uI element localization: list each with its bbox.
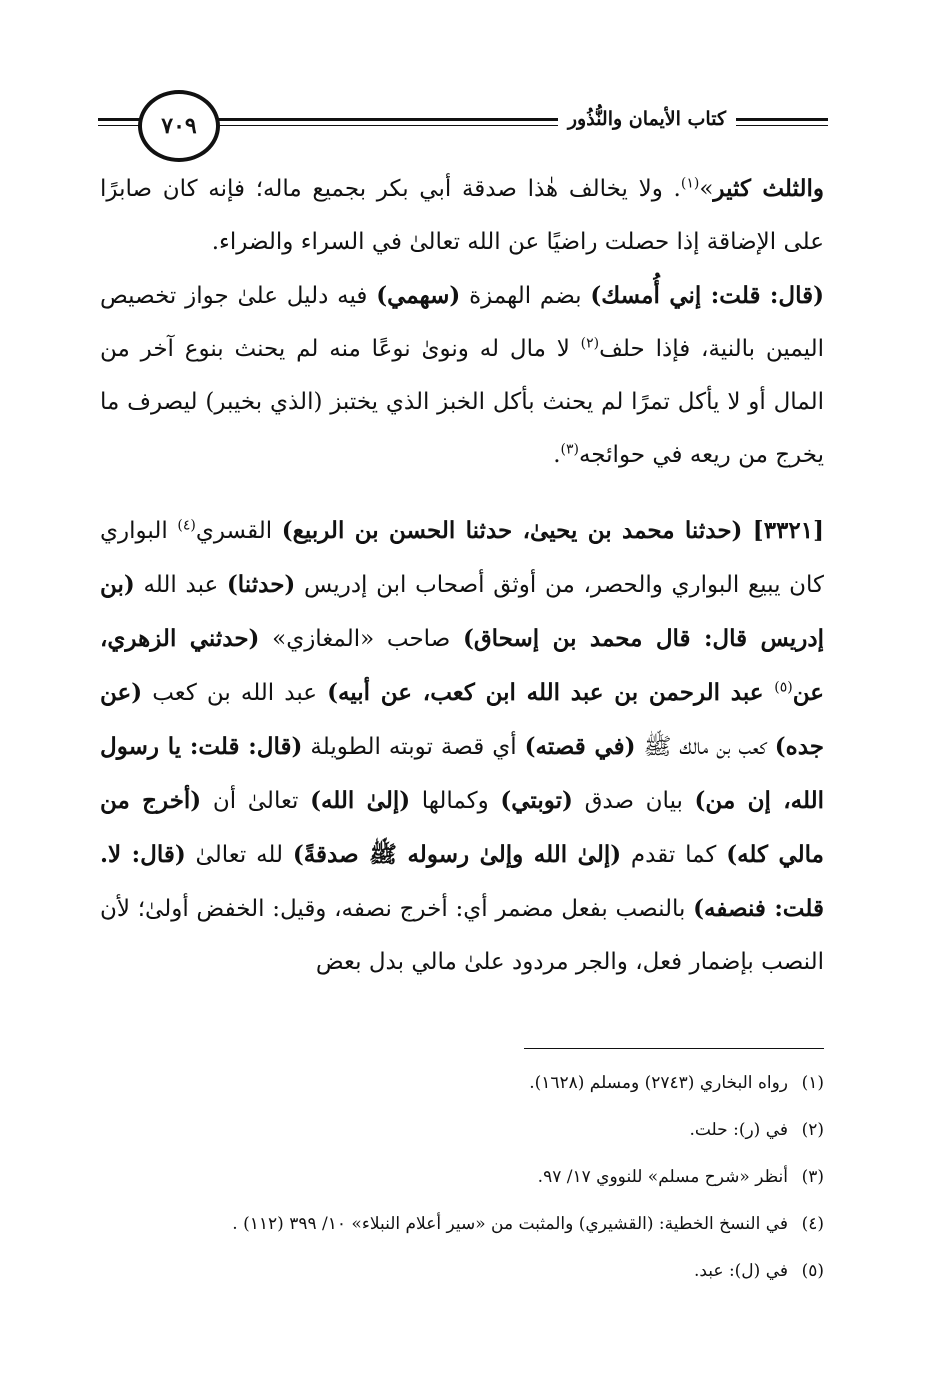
commentary-text: . ولا يخالف هٰذا صدقة أبي بكر بجميع ماله؛ فإنه كان صابرًا على الإضاقة إذا حصلت راضيًا عن الله تعالىٰ في السراء والضراء. <box>100 176 824 255</box>
commentary-text: لله تعالىٰ <box>185 842 293 868</box>
hadith-isnad: عبد الرحمن بن عبد الله ابن كعب، عن أبيه) <box>327 679 775 706</box>
hadith-isnad: [٣٣٢١] (حدثنا محمد بن يحيىٰ، حدثنا الحسن بن الربيع) <box>281 517 824 544</box>
hadith-text: (قال: لا. قلت: فنصفه) <box>100 841 824 922</box>
footnote-item <box>100 1154 824 1201</box>
paragraph-3 <box>100 504 824 989</box>
footnote-ref-3[interactable]: (٣) <box>560 441 579 458</box>
footnote-number: (٥) <box>801 1261 824 1281</box>
hadith-text: (في قصته) <box>524 733 636 760</box>
footnote-text: في (ل): عبد. <box>693 1261 788 1281</box>
commentary-text: بضم الهمزة <box>460 283 591 309</box>
commentary-text: . <box>553 442 561 468</box>
footnote-item <box>100 1107 824 1154</box>
header-ornament-dash <box>742 118 828 121</box>
commentary-text: أي قصة توبته الطويلة <box>302 734 525 760</box>
footnote-separator <box>524 1048 824 1049</box>
footnote-text: أنظر «شرح مسلم» للنووي ١٧/ ٩٧. <box>537 1167 788 1187</box>
commentary-text: كعب بن مالك ﷺ <box>635 734 775 760</box>
commentary-text: عبد الله بن كعب <box>142 680 328 706</box>
paragraph-2 <box>100 269 824 482</box>
commentary-text: بالنصب بفعل مضمر أي: أخرج نصفه، وقيل: الخفض أولىٰ؛ لأن النصب بإضمار فعل، والجر مردود علىٰ مالي بدل بعض <box>100 896 824 975</box>
footnote-number: (٤) <box>801 1214 824 1234</box>
footnote-number: (٣) <box>801 1167 824 1187</box>
commentary-text: صاحب «المغازي» <box>259 626 463 652</box>
paragraph-1 <box>100 162 824 269</box>
hadith-text: (إلىٰ الله) <box>310 787 411 814</box>
hadith-isnad: (حدثنا) <box>226 571 296 598</box>
hadith-text: (قال: قلت: إني أُمسك) <box>590 282 824 309</box>
commentary-text: وكمالها <box>410 788 501 814</box>
footnote-item <box>100 1248 824 1295</box>
hadith-text: (أخرج من مالي كله) <box>100 787 824 868</box>
footnote-item <box>100 1060 824 1107</box>
commentary-text: لا مال له ونوىٰ نوعًا منه لم يحنث بنوع آخر من المال أو لا يأكل تمرًا لم يحنث بأكل الخبز الذي يختبز (الذي بخيبر) ليصرف ما يخرج من ريعه في حوائجه <box>100 336 824 468</box>
commentary-text: القسري <box>195 518 282 544</box>
commentary-text: بيان صدق <box>572 788 695 814</box>
commentary-text: عبد الله <box>134 572 227 598</box>
page-number: ٧٠٩ <box>161 113 197 139</box>
footnote-text: في النسخ الخطية: (القشيري) والمثبت من «سير أعلام النبلاء» ١٠/ ٣٩٩ (١١٢) . <box>232 1214 788 1234</box>
commentary-text: البواري كان يبيع البواري والحصر، من أوثق أصحاب ابن إدريس <box>100 518 824 598</box>
footnotes <box>100 1060 824 1295</box>
quoted-phrase: والثلث كثير <box>713 175 824 202</box>
page-number-badge <box>138 90 220 162</box>
hadith-text: (توبتي) <box>500 787 573 814</box>
footnote-item <box>100 1201 824 1248</box>
commentary-text: فيه دليل علىٰ جواز تخصيص اليمين بالنية، فإذا حلف <box>100 283 824 362</box>
hadith-text: (سهمي) <box>376 282 461 309</box>
commentary-text: تعالىٰ أن <box>201 788 311 814</box>
footnote-ref-4[interactable]: (٤) <box>177 517 196 534</box>
hadith-isnad: (عن جده) <box>100 679 824 760</box>
footnote-text: رواه البخاري (٢٧٤٣) ومسلم (١٦٢٨). <box>529 1073 788 1093</box>
hadith-isnad: (بن إدريس قال: قال محمد بن إسحاق) <box>100 571 825 652</box>
footnote-number: (٢) <box>801 1120 824 1140</box>
chapter-title: كتاب الأيمان والنُّذُور <box>558 106 736 132</box>
commentary-text: كما تقدم <box>621 842 727 868</box>
footnote-ref-2[interactable]: (٢) <box>580 335 600 352</box>
footnote-number: (١) <box>801 1073 824 1093</box>
quote-mark: » <box>699 176 714 202</box>
footnote-ref-5[interactable]: (٥) <box>774 679 793 696</box>
main-text <box>100 162 824 989</box>
footnote-ref-1[interactable]: (١) <box>680 175 700 192</box>
footnote-text: في (ر): حلت. <box>689 1120 788 1140</box>
hadith-text: (قال: قلت: يا رسول الله، إن من) <box>100 733 824 814</box>
hadith-isnad: (حدثني الزهري، عن <box>100 625 824 706</box>
hadith-text: (إلىٰ الله وإلىٰ رسوله ﷺ صدقةً) <box>292 841 622 868</box>
